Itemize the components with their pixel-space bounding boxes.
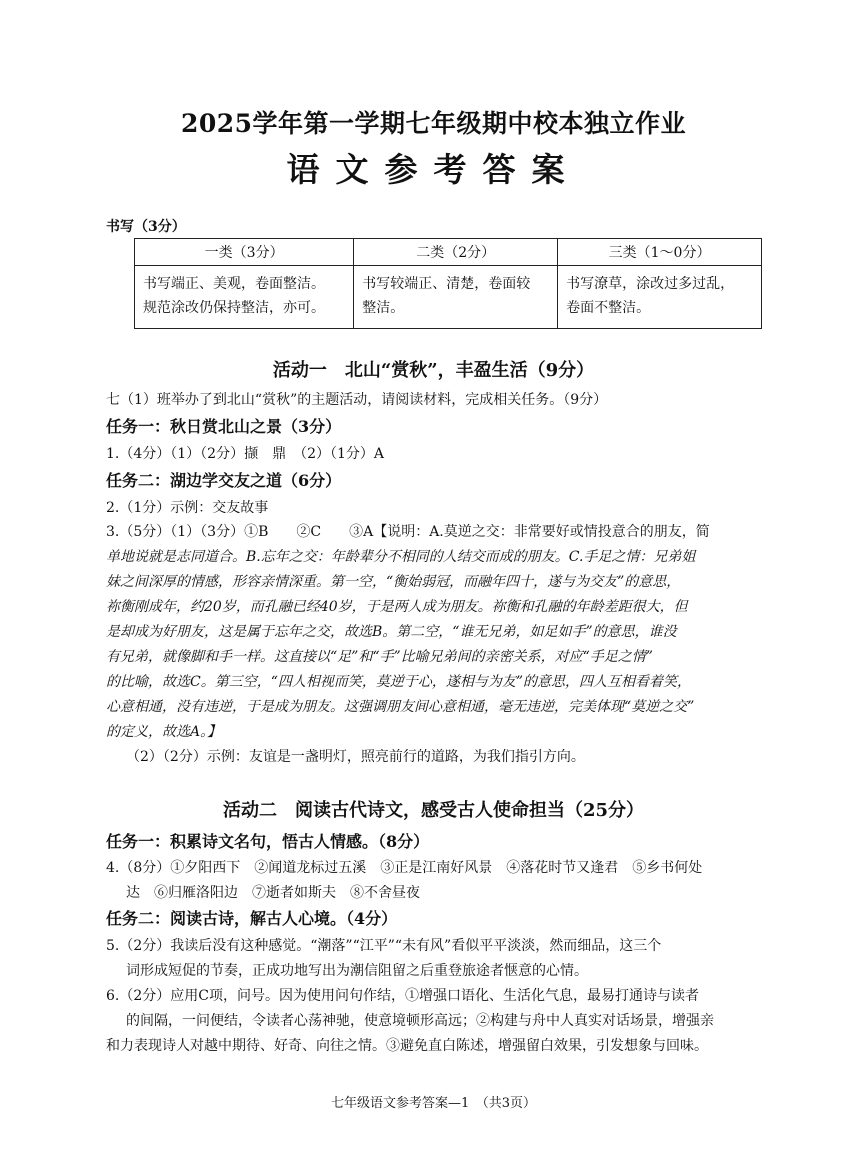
cell-line: 规范涂改仍保持整洁，亦可。 [143,300,325,316]
table-row [135,266,762,329]
activity2-title: 活动二 阅读古代诗文，感受古人使命担当（25分） [222,800,645,821]
answer-q3-line: 祢衡刚成年，约20岁，而孔融已经40岁，于是两人成为朋友。祢衡和孔融的年龄差距很大，但 [106,599,688,615]
writing-section-label: 书写（3分） [106,219,186,235]
cell-line: 书写端正、美观，卷面整洁。 [143,276,325,292]
answer-q2: 2.（1分）示例：交友故事 [106,500,269,516]
answer-q3-line: 3.（5分）（1）（3分）①B ②C ③A【说明：A.莫逆之交：非常要好或情投意合的朋友，简 [106,524,710,540]
answer-q5-line: 词形成短促的节奏，正成功地写出为潮信阻留之后重登旅途者惬意的心情。 [126,963,588,979]
answer-q4-line: 4.（8分）①夕阳西下 ②闻道龙标过五溪 ③正是江南好风景 ④落花时节又逢君 ⑤乡书何处 [106,860,703,876]
table-cell [354,266,558,329]
activity1-title: 活动一 北山“赏秋”，丰盈生活（9分） [272,360,595,381]
answer-q3-line: 妹之间深厚的情感，形容亲情深重。第一空，“衡始弱冠，而融年四十，遂与为交友”的意思， [106,574,681,590]
exam-title: 2025学年第一学期七年级期中校本独立作业 [180,109,687,138]
answer-q5-line: 5.（2分）我读后没有这种感觉。“潮落”“江平”“未有风”看似平平淡淡，然而细品，这三个 [106,938,662,954]
answer-q3-line: 单地说就是志同道合。B.忘年之交：年龄辈分不相同的人结交而成的朋友。C.手足之情：兄弟姐 [106,549,696,565]
table-header-cell: 三类（1～0分） [558,239,762,266]
page-footer: 七年级语文参考答案—1 （共3页） [330,1096,537,1111]
cell-line: 卷面不整洁。 [566,300,651,316]
activity1-task1-heading: 任务一：秋日赏北山之景（3分） [106,417,342,436]
activity1-task2-heading: 任务二：湖边学交友之道（6分） [106,471,342,490]
answer-q6-line: 6.（2分）应用C项，问号。因为使用问句作结，①增强口语化、生活化气息，最易打通诗与读者 [106,988,699,1004]
answer-q6-line: 的间隔，一问便结，令读者心荡神驰，使意境顿形高远；②构建与舟中人真实对话场景，增强亲 [126,1013,714,1029]
answer-q3-line: 的比喻，故选C。第三空，“四人相视而笑，莫逆于心，遂相与为友”的意思，四人互相看着笑， [106,674,692,690]
cell-line: 书写潦草，涂改过多过乱， [566,276,735,292]
answer-q3-line: 是却成为好朋友，这是属于忘年之交，故选B。第二空，“谁无兄弟，如足如手”的意思，谁没 [106,624,677,640]
table-cell [135,266,354,329]
answer-q3-line: 的定义，故选A。】 [106,724,222,740]
table-cell [558,266,762,329]
answer-q4-line: 达 ⑥归雁洛阳边 ⑦逝者如斯夫 ⑧不舍昼夜 [126,885,420,901]
activity2-task2-heading: 任务二：阅读古诗，解古人心境。（4分） [106,909,398,928]
table-header-cell: 二类（2分） [354,239,558,266]
answer-q3-part2: （2）（2分）示例：友谊是一盏明灯，照亮前行的道路，为我们指引方向。 [126,749,585,765]
answer-q3-line: 有兄弟，就像脚和手一样。这直接以“足”和“手”比喻兄弟间的亲密关系，对应“手足之情” [106,649,653,665]
answer-q1: 1.（4分）（1）（2分）撷 鼎 （2）（1分）A [106,446,385,462]
writing-grade-table [134,238,762,329]
table-header-row [135,239,762,266]
activity1-intro: 七（1）班举办了到北山“赏秋”的主题活动，请阅读材料，完成相关任务。（9分） [106,392,608,408]
cell-line: 整洁。 [362,300,405,316]
answer-q6-line: 和力表现诗人对越中期待、好奇、向往之情。③避免直白陈述，增强留白效果，引发想象与回味。 [106,1038,708,1054]
cell-line: 书写较端正、清楚，卷面较 [362,276,531,292]
document-subtitle: 语文参考答案 [286,150,581,189]
activity2-task1-heading: 任务一：积累诗文名句，悟古人情感。（8分） [106,832,430,851]
table-header-cell: 一类（3分） [135,239,354,266]
answer-q3-line: 心意相通，没有违逆，于是成为朋友。这强调朋友间心意相通，毫无违逆，完美体现“莫逆之交” [106,699,695,715]
